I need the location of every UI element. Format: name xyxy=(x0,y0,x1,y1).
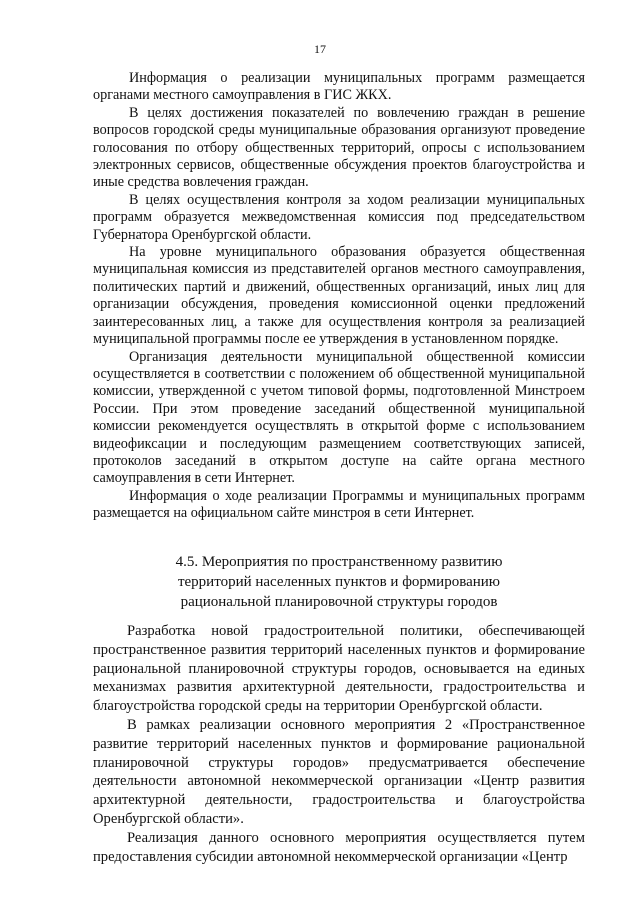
paragraph: Организация деятельности муниципальной общественной комиссии осуществляется в соответствии с положением об общественной муниципальной комиссии, утвержденной с учетом типовой формы, подготовленной Минстроем России. При этом проведение заседаний общественной муниципальной комиссии рекомендуется осуществлять в открытой форме с использованием видеофиксации и последующим размещением соответствующих записей, протоколов заседаний в открытом доступе на сайте органа местного самоуправления в сети Интернет. xyxy=(93,348,585,487)
paragraph: Информация о реализации муниципальных программ размещается органами местного самоуправления в ГИС ЖКХ. xyxy=(93,70,585,104)
paragraph: Информация о ходе реализации Программы и муниципальных программ размещается на официальном сайте минстроя в сети Интернет. xyxy=(93,487,585,522)
section-heading xyxy=(93,552,585,612)
body-text-top xyxy=(93,70,585,523)
paragraph: В целях достижения показателей по вовлечению граждан в решение вопросов городской среды муниципальные образования организуют проведение голосования по отбору общественных территорий, опросы с использованием электронных сервисов, общественные обсуждения проектов благоустройства и иные средства вовлечения граждан. xyxy=(93,104,585,191)
paragraph: На уровне муниципального образования образуется общественная муниципальная комиссия из представителей органов местного самоуправления, политических партий и движений, общественных организаций, иных лиц для организации обсуждения, проведения комиссионной оценки предложений заинтересованных лиц, а также для осуществления контроля за реализацией муниципальной программы после ее утверждения в установленном порядке. xyxy=(93,244,585,348)
paragraph: Разработка новой градостроительной политики, обеспечивающей пространственное развития территорий населенных пунктов и формирование рациональной планировочной структуры городов, основывается на единых механизмах развития архитектурной деятельности, градостроительства и благоустройства городской среды на территории Оренбургской области. xyxy=(93,623,585,715)
page-number: 17 xyxy=(314,42,326,56)
paragraph: Реализация данного основного мероприятия осуществляется путем предоставления субсидии автономной некоммерческой организации «Центр xyxy=(93,829,585,865)
paragraph: В рамках реализации основного мероприятия 2 «Пространственное развитие территорий населенных пунктов и формирование рациональной планировочной структуры городов» предусматривается обеспечение деятельности автономной некоммерческой организации «Центр развития архитектурной деятельности, градостроительства и благоустройства Оренбургской области». xyxy=(93,716,585,827)
paragraph: В целях осуществления контроля за ходом реализации муниципальных программ образуется межведомственная комиссия под председательством Губернатора Оренбургской области. xyxy=(93,191,585,243)
body-text-bottom xyxy=(93,622,585,866)
heading-line: рациональной планировочной структуры городов xyxy=(180,594,498,610)
heading-line: 4.5. Мероприятия по пространственному развитию xyxy=(175,554,503,570)
heading-line: территорий населенных пунктов и формированию xyxy=(177,574,501,590)
